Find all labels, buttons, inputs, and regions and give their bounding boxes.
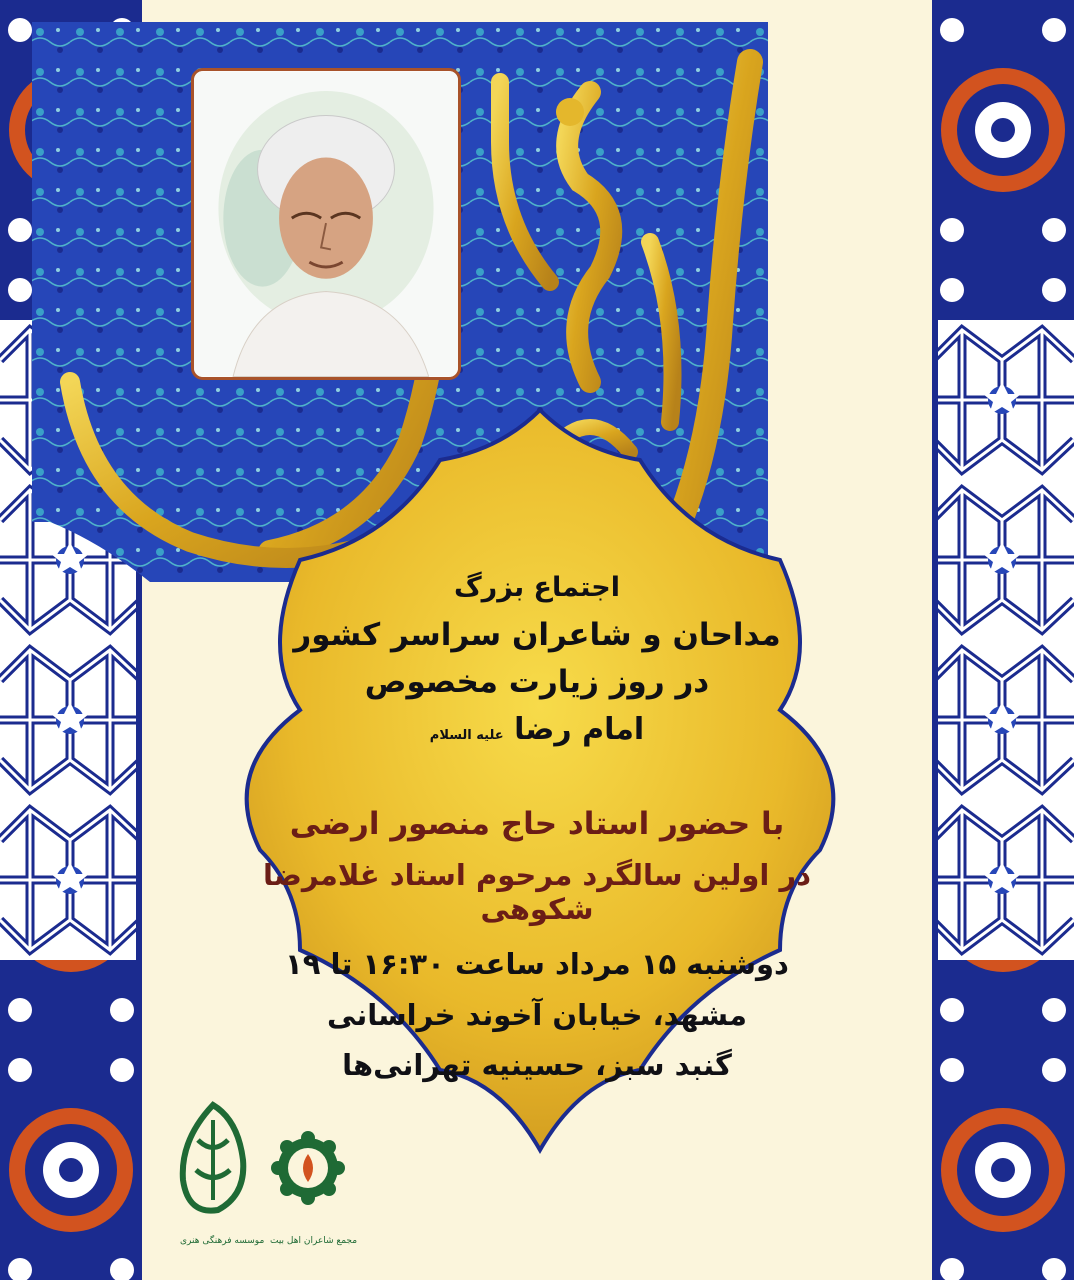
right-logo-caption: مجمع شاعران اهل بیت (270, 1236, 358, 1246)
right-geometric-border (932, 0, 1074, 1280)
event-subtitle: مداحان و شاعران سراسر کشور (293, 617, 781, 653)
portrait-icon (194, 71, 458, 377)
datetime-line: دوشنبه ۱۵ مرداد ساعت ۱۶:۳۰ تا ۱۹ (285, 947, 789, 981)
imam-honorific: علیه السلام (429, 728, 504, 743)
green-calligraphic-emblem-icon (168, 1100, 258, 1240)
memorial-line: در اولین سالگرد مرحوم استاد غلامرضا شکوهی (262, 858, 812, 926)
flower-flame-emblem-icon (268, 1118, 348, 1246)
imam-name: امام رضا (514, 712, 645, 747)
left-logo-caption: موسسه فرهنگی هنری (180, 1236, 265, 1246)
event-title: اجتماع بزرگ (454, 572, 620, 603)
guest-line: با حضور استاد حاج منصور ارضی (289, 806, 785, 842)
event-occasion: در روز زیارت مخصوص (364, 664, 710, 700)
address-line-1: مشهد، خیابان آخوند خراسانی (326, 998, 747, 1032)
address-line-2: گنبد سبز، حسینیه تهرانی‌ها (342, 1048, 732, 1082)
portrait-photo (191, 68, 461, 380)
event-imam-line (240, 712, 834, 747)
